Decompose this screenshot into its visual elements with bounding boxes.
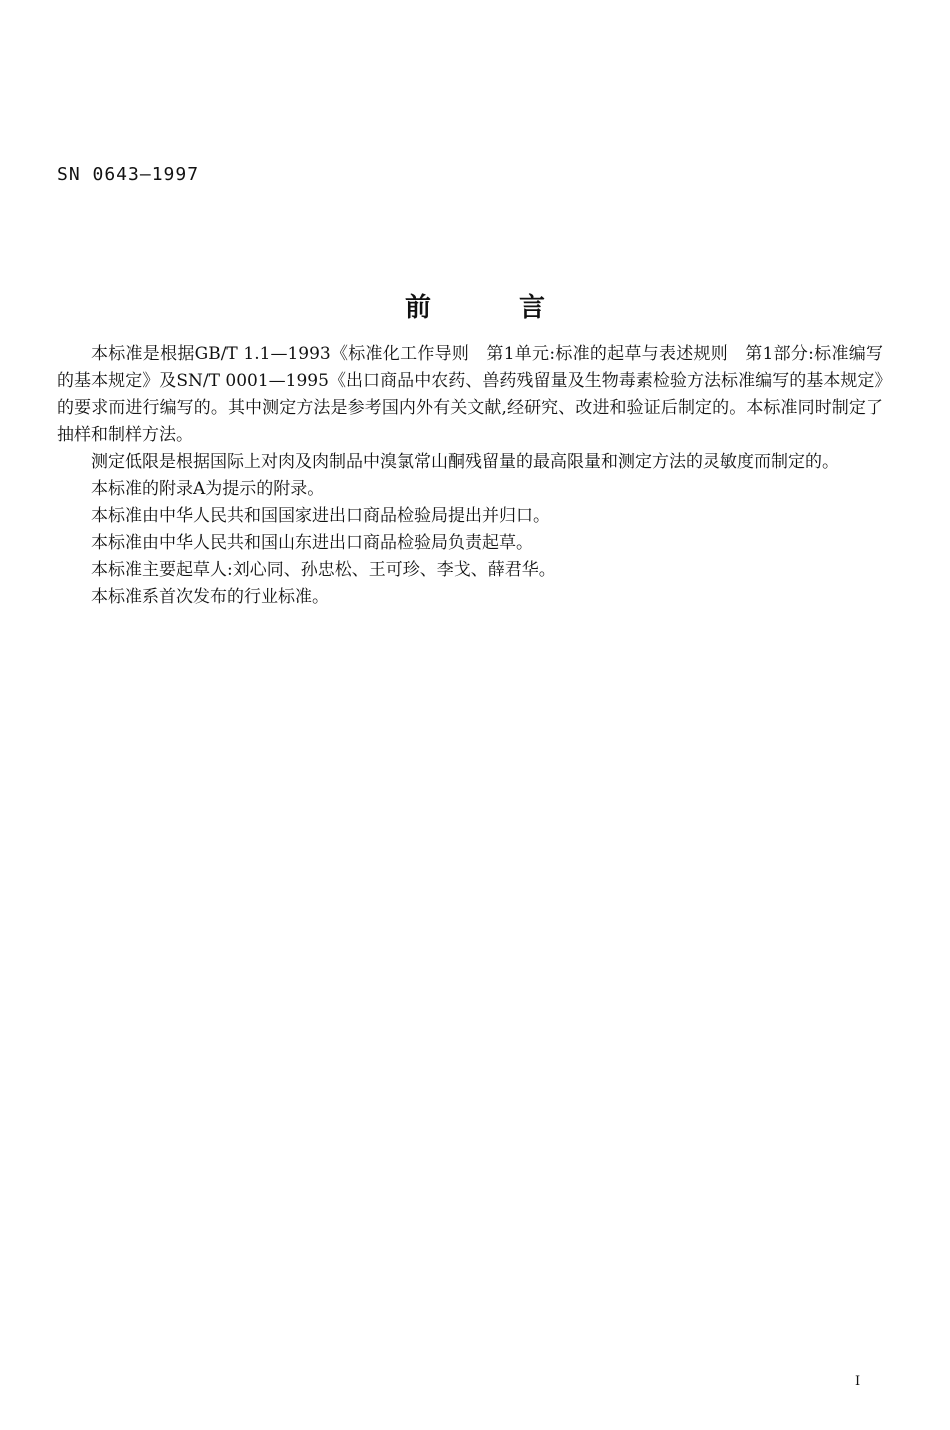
document-number: SN 0643—1997	[57, 164, 200, 185]
paragraph-first-release: 本标准系首次发布的行业标准。	[91, 587, 329, 607]
paragraph-drafters: 本标准主要起草人:刘心同、孙忠松、王可珍、李戈、薛君华。	[91, 560, 556, 580]
paragraph-detection-limit: 测定低限是根据国际上对肉及肉制品中溴氯常山酮残留量的最高限量和测定方法的灵敏度而制定的。	[91, 452, 839, 472]
paragraph-drafting-unit: 本标准由中华人民共和国山东进出口商品检验局负责起草。	[91, 533, 533, 553]
paragraph-appendix: 本标准的附录A为提示的附录。	[91, 479, 325, 499]
page-title: 前言	[404, 293, 633, 324]
foreword-body	[57, 341, 883, 611]
paragraph-drafting-basis: 本标准是根据GB/T 1.1—1993《标准化工作导则 第1单元:标准的起草与表述规则 第1部分:标准编写的基本规定》及SN/T 0001—1995《出口商品中农药、兽药残留量及生物毒素检验方法标准编写的基本规定》的要求而进行编写的。其中测定方法是参考国内外有关文献,经研究、改进和验证后制定的。本标准同时制定了抽样和制样方法。	[57, 344, 883, 445]
paragraph-proposer: 本标准由中华人民共和国国家进出口商品检验局提出并归口。	[91, 506, 550, 526]
page-number: I	[855, 1374, 861, 1389]
